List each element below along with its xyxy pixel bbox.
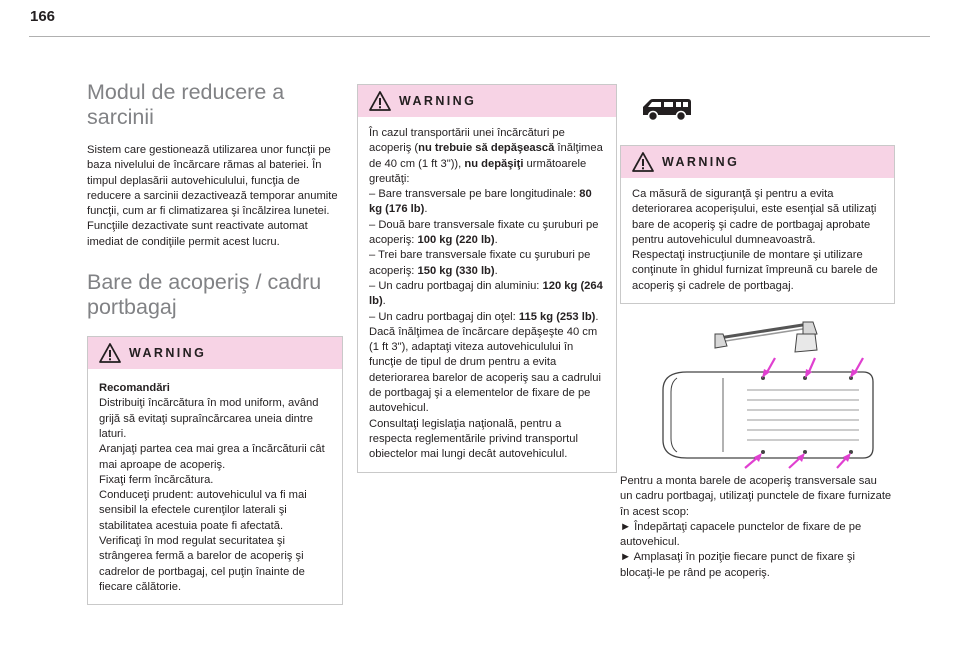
roof-bar-diagram [637, 320, 887, 470]
warning-title: WARNING [399, 94, 477, 108]
warning-line: Aranjaţi partea cea mai grea a încărcăturii cât mai aproape de acoperiş. [99, 443, 325, 471]
roof-bar-illustration [715, 322, 817, 352]
van-top-view [663, 372, 873, 458]
warning-header [358, 85, 616, 117]
weight-item: – Trei bare transversale fixate cu şuruburi pe acoperiş: 150 kg (330 lb). [369, 249, 591, 277]
warning-body [358, 117, 616, 472]
load-reduction-para2: Funcţiile dezactivate sunt reactivate automat imediat de condiţiile permit acest lucru. [87, 220, 308, 248]
weight-item: – Un cadru portbagaj din oţel: 115 kg (253 lb). [369, 310, 599, 323]
warning-header [621, 146, 894, 178]
weight-item: – Bare transversale pe bare longitudinale: 80 kg (176 lb). [369, 188, 592, 216]
load-reduction-para1: Sistem care gestionează utilizarea unor funcţii pe baza nivelului de încărcare rămas al bateriei. În timpul deplasării autovehiculului, funcţia de reducere a sarcinii dezactivează temporar anumite funcţii, cum ar fi climatizarea şi încălzirea lunetei. [87, 144, 338, 218]
mounting-step-2: ► Amplasaţi în poziţie fiecare punct de fixare şi blocaţi-le pe rând pe acoperiş. [620, 551, 855, 579]
warning-line: Fixaţi ferm încărcătura. [99, 473, 214, 486]
weights-intro: În cazul transportării unei încărcături pe acoperiş (nu trebuie să depăşească înălţimea de 40 cm (1 ft 3")), nu depăşiţi următoarele greutăţi: [369, 127, 603, 185]
top-divider [29, 36, 930, 37]
warning-triangle-icon [369, 91, 391, 111]
warning-header [88, 337, 342, 369]
mounting-instructions [620, 474, 892, 581]
column-1 [87, 80, 343, 605]
heading-load-reduction: Modul de reducere a sarcinii [87, 80, 285, 129]
warning-triangle-icon [99, 343, 121, 363]
warning-box-safety [620, 145, 895, 304]
weight-item: – Două bare transversale fixate cu şuruburi pe acoperiş: 100 kg (220 lb). [369, 218, 599, 247]
speed-advice: Dacă înălţimea de încărcare depăşeşte 40 cm (1 ft 3"), adaptaţi viteza autovehiculului în funcţie de tipul de drum pentru a evita deteriorarea barelor de acoperiş sau a cadrului de portbagaj şi a elementelor de fixare de pe autovehicul. [369, 325, 601, 415]
weight-item: – Un cadru portbagaj din aluminiu: 120 kg (264 lb). [369, 279, 603, 308]
safety-para2: Respectaţi instrucţiunile de montare şi utilizare conţinute în ghidul furnizat împreună cu barele de acoperiş şi cadrele de portbagaj. [632, 249, 878, 292]
mounting-step-1: ► Îndepărtaţi capacele punctelor de fixare de pe autovehicul. [620, 520, 862, 549]
warning-title: WARNING [129, 346, 207, 361]
page-number: 166 [30, 8, 56, 25]
legislation-advice: Consultaţi legislaţia naţională, pentru a respecta reglementările privind transportul obiectelor mai lungi decât autovehiculul. [369, 417, 578, 461]
warning-box-recommendations [87, 336, 343, 605]
warning-line: Verificaţi în mod regulat securitatea şi strângerea fermă a barelor de acoperiş şi cadrelor de portbagaj, cel puţin înainte de fiecare călătorie. [99, 535, 305, 593]
warning-triangle-icon [632, 152, 654, 172]
warning-box-weights [357, 84, 617, 473]
heading-roof-bars: Bare de acoperiş / cadru portbagaj [87, 270, 322, 320]
warning-line: Distribuiţi încărcătura în mod uniform, având grijă să evitaţi supraîncărcarea uneia dintre laturi. [99, 397, 319, 440]
van-icon [641, 96, 693, 122]
warning-title: WARNING [662, 155, 740, 169]
warning-subtitle: Recomandări [99, 382, 170, 395]
warning-body [621, 178, 894, 303]
column-2 [357, 84, 617, 473]
mounting-intro: Pentru a monta barele de acoperiş transversale sau un cadru portbagaj, utilizaţi punctele de fixare furnizate în acest scop: [620, 475, 892, 518]
safety-para1: Ca măsură de siguranţă şi pentru a evita deteriorarea acoperişului, este esenţial să utilizaţi bare de acoperiş şi cadre de portbagaj aprobate pentru autovehiculul dumneavoastră. [632, 188, 877, 246]
warning-body [88, 369, 342, 604]
warning-line: Conduceţi prudent: autovehiculul va fi mai sensibil la efectele curenţilor laterali şi stabilitatea acestuia poate fi afectată. [99, 489, 307, 532]
column-3 [620, 145, 895, 304]
